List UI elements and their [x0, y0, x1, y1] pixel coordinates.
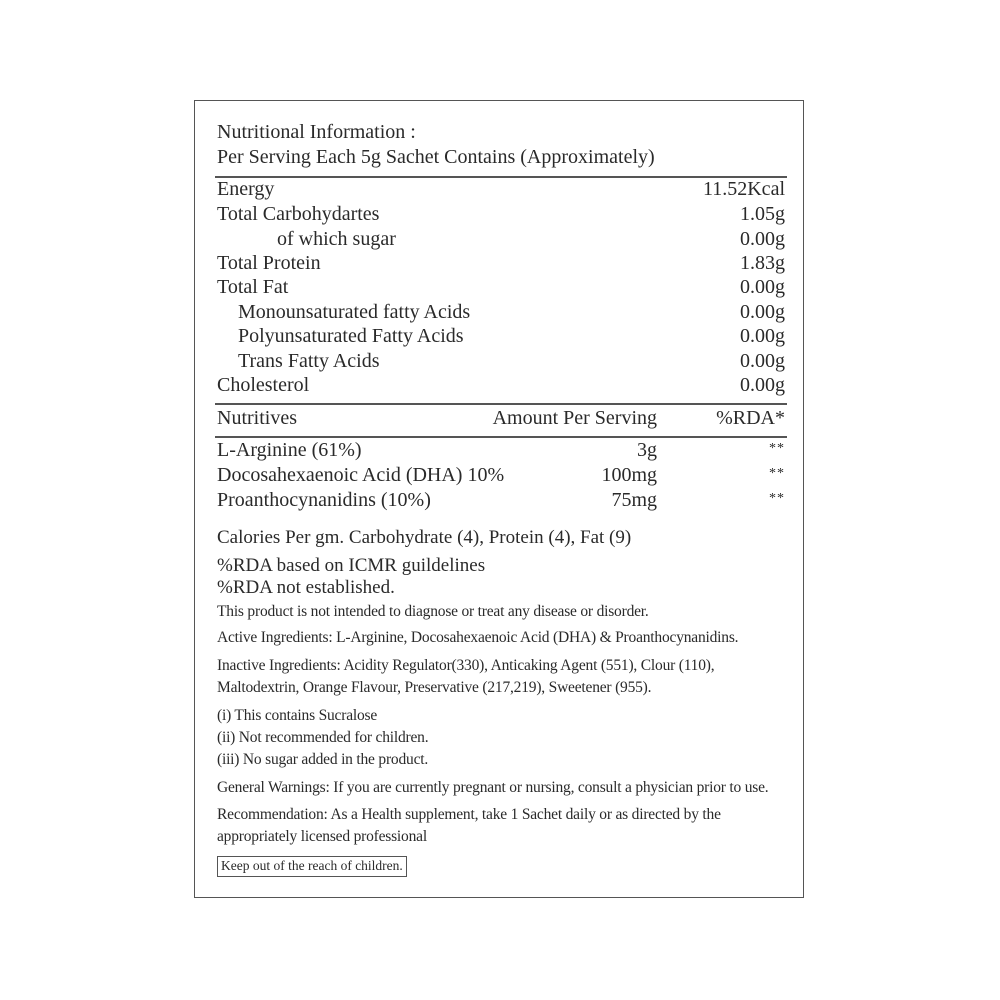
nutritives-header-rda: %RDA*: [716, 407, 785, 429]
nutrient-row: [217, 203, 785, 227]
nutritives-header-amount: Amount Per Serving: [492, 407, 657, 429]
nutrient-value: 1.05g: [740, 203, 785, 225]
point-sucralose: (i) This contains Sucralose: [217, 707, 378, 724]
point-no-sugar: (iii) No sugar added in the product.: [217, 751, 429, 768]
nutrient-row: [217, 374, 785, 398]
nutritives-header-name: Nutritives: [217, 407, 297, 429]
divider: [215, 436, 787, 438]
nutrient-row: [217, 228, 785, 252]
nutrition-label: [194, 100, 804, 898]
nutrient-value: 1.83g: [740, 252, 785, 274]
recommendation-line2: appropriately licensed professional: [217, 828, 427, 845]
nutritive-amount: 75mg: [611, 489, 657, 511]
nutrient-row: [217, 252, 785, 276]
nutritive-rda: **: [769, 491, 785, 506]
nutrient-value: 0.00g: [740, 276, 785, 298]
nutrient-row: [217, 178, 785, 202]
nutritive-rda: **: [769, 441, 785, 456]
nutritive-name: Proanthocynanidins (10%): [217, 489, 431, 511]
nutritive-amount: 100mg: [601, 464, 657, 486]
divider: [215, 403, 787, 405]
nutritive-name: Docosahexaenoic Acid (DHA) 10%: [217, 464, 505, 486]
nutrient-row: [217, 276, 785, 300]
recommendation-line1: Recommendation: As a Health supplement, take 1 Sachet daily or as directed by the: [217, 806, 721, 823]
nutrient-name: Energy: [217, 178, 275, 200]
general-warnings: General Warnings: If you are currently pregnant or nursing, consult a physician prior to use.: [217, 779, 769, 796]
active-ingredients: Active Ingredients: L-Arginine, Docosahexaenoic Acid (DHA) & Proanthocynanidins.: [217, 629, 739, 646]
nutritive-row: [217, 489, 785, 513]
rda-basis-note: %RDA based on ICMR guildelines: [217, 555, 486, 576]
serving-info: Per Serving Each 5g Sachet Contains (Approximately): [217, 146, 655, 168]
nutrient-row: [217, 350, 785, 374]
nutrient-value: 0.00g: [740, 301, 785, 323]
inactive-ingredients-line1: Inactive Ingredients: Acidity Regulator(330), Anticaking Agent (551), Clour (110),: [217, 657, 715, 674]
point-children: (ii) Not recommended for children.: [217, 729, 429, 746]
nutritive-amount: 3g: [637, 439, 657, 461]
nutritive-row: [217, 439, 785, 463]
nutritive-name: L-Arginine (61%): [217, 439, 362, 461]
nutrient-name: Total Protein: [217, 252, 321, 274]
nutrient-name: Total Carbohydartes: [217, 203, 380, 225]
nutritive-rda: **: [769, 466, 785, 481]
nutrient-value: 11.52Kcal: [702, 178, 785, 200]
nutritive-row: [217, 464, 785, 488]
calories-note: Calories Per gm. Carbohydrate (4), Protein (4), Fat (9): [217, 527, 632, 548]
disclaimer: This product is not intended to diagnose or treat any disease or disorder.: [217, 603, 649, 620]
nutrient-name: of which sugar: [277, 228, 396, 250]
nutrient-name: Trans Fatty Acids: [238, 350, 380, 372]
nutrient-name: Polyunsaturated Fatty Acids: [238, 325, 464, 347]
nutrient-value: 0.00g: [740, 374, 785, 396]
nutritives-header: [217, 407, 785, 431]
inactive-ingredients-line2: Maltodextrin, Orange Flavour, Preservative (217,219), Sweetener (955).: [217, 679, 652, 696]
nutrient-name: Monounsaturated fatty Acids: [238, 301, 471, 323]
nutrient-value: 0.00g: [740, 228, 785, 250]
keep-out-warning-box: Keep out of the reach of children.: [217, 856, 407, 877]
nutrient-name: Total Fat: [217, 276, 289, 298]
nutrient-name: Cholesterol: [217, 374, 310, 396]
nutrient-value: 0.00g: [740, 350, 785, 372]
label-title: Nutritional Information :: [217, 121, 416, 143]
nutrient-row: [217, 301, 785, 325]
nutrient-row: [217, 325, 785, 349]
rda-not-established-note: %RDA not established.: [217, 577, 395, 598]
nutrient-value: 0.00g: [740, 325, 785, 347]
